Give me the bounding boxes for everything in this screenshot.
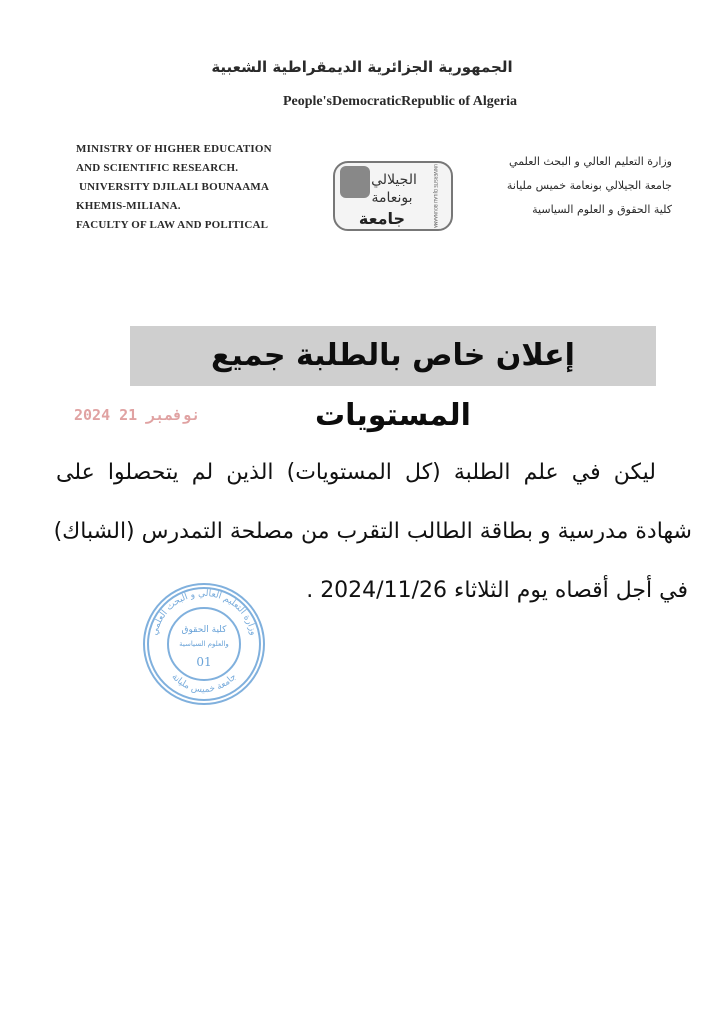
header-right-line: وزارة التعليم العالي و البحث العلمي [509,155,672,168]
logo-text-mid: بونعامة [371,190,413,206]
header-left-line: AND SCIENTIFIC RESEARCH. [76,162,239,174]
seal-inner-line-2: والعلوم السياسية [179,640,229,648]
republic-title-ar: الجمهورية الجزائرية الديمقراطية الشعبية [211,58,513,76]
seal-inner-line-1: كلية الحقوق [181,625,227,635]
logo-text-bottom: جامعة [358,209,406,228]
svg-text:جامعة خميس مليانة [169,672,238,695]
logo-side-text: UNIVERSITE DJILALI BOUNAAMA [433,164,438,228]
seal-outer-text: وزارة التعليم العالي و البحث العلمي [149,588,259,637]
body-line-3: في أجل أقصاه يوم الثلاثاء 2024/11/26 . [306,578,688,603]
header-left-block [76,140,306,235]
body-line-2: شهادة مدرسية و بطاقة الطالب التقرب من مصلحة التمدرس (الشباك) [53,519,692,544]
announcement-title: إعلان خاص بالطلبة جميع المستويات [130,326,656,386]
header-left-line: UNIVERSITY DJILALI BOUNAAMA [76,181,270,193]
header-right-block [432,150,672,222]
date-stamp: 2024 نوفمبر 21 [74,406,201,424]
seal-bottom-text: جامعة خميس مليانة [169,672,239,696]
official-seal-icon [140,580,268,708]
header-left-line: FACULTY OF LAW AND POLITICAL [76,219,269,231]
body-line-1: ليكن في علم الطلبة (كل المستويات) الذين لم يتحصلوا على [56,460,656,485]
logo-text-top: الجيلالي [371,172,417,188]
header-right-line: جامعة الجيلالي بونعامة خميس مليانة [506,179,672,192]
header-left-line: KHEMIS-MILIANA. [76,200,181,212]
seal-number: 01 [196,655,212,669]
header-right-line: كلية الحقوق و العلوم السياسية [532,203,672,216]
republic-title-en: People'sDemocraticRepublic of Algeria [282,94,518,109]
university-logo-icon [330,156,458,234]
header-left-line: MINISTRY OF HIGHER EDUCATION [76,143,272,155]
